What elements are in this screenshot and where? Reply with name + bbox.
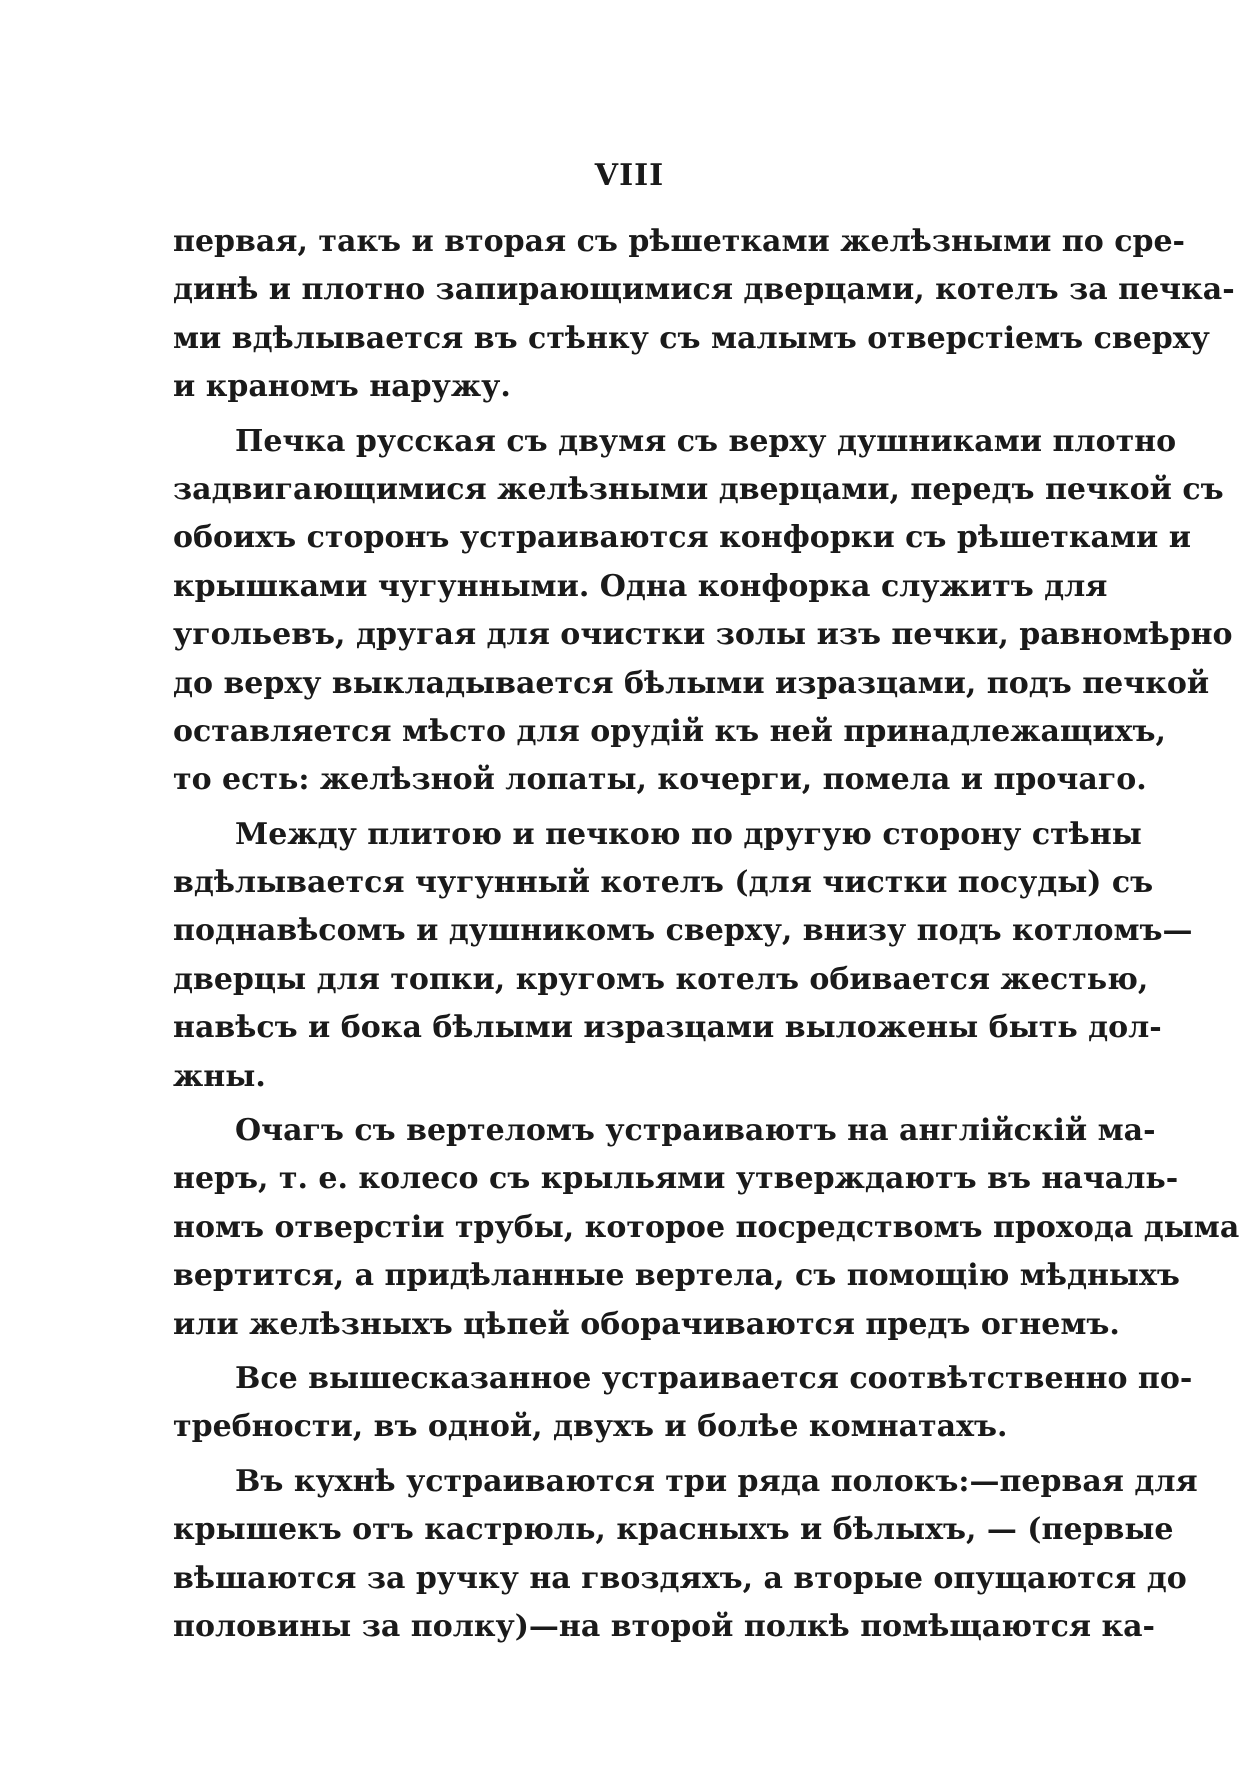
text-line: жны.	[173, 1058, 266, 1094]
text-line: обоихъ сторонъ устраиваются конфорки съ рѣшетками и	[173, 520, 1191, 556]
text-line: то есть: желѣзной лопаты, кочерги, помела и прочаго.	[173, 762, 1147, 798]
text-line: вѣшаются за ручку на гвоздяхъ, а вторые опущаются до	[173, 1560, 1187, 1596]
text-line: и краномъ наружу.	[173, 369, 511, 405]
text-line: или желѣзныхъ цѣпей оборачиваются предъ огнемъ.	[173, 1306, 1120, 1342]
text-line: неръ, т. е. колесо съ крыльями утверждаютъ въ началь-	[173, 1161, 1179, 1197]
text-line: крышками чугунными. Одна конфорка служитъ для	[173, 568, 1108, 604]
text-line: поднавѣсомъ и душникомъ сверху, внизу подъ котломъ—	[173, 913, 1193, 949]
text-line: крышекъ отъ кастрюль, красныхъ и бѣлыхъ, — (первые	[173, 1512, 1174, 1548]
text-line: угольевъ, другая для очистки золы изъ печки, равномѣрно	[173, 617, 1233, 653]
text-line: вдѣлывается чугунный котелъ (для чистки посуды) съ	[173, 865, 1154, 901]
text-line: дверцы для топки, кругомъ котелъ обивается жестью,	[173, 961, 1149, 997]
body-text	[173, 218, 1240, 1651]
text-line: динѣ и плотно запирающимися дверцами, котелъ за печка-	[173, 272, 1235, 308]
text-line: до верху выкладывается бѣлыми изразцами, подъ печкой	[173, 665, 1210, 701]
text-line: Печка русская съ двумя съ верху душниками плотно	[235, 423, 1177, 459]
text-line: ми вдѣлывается въ стѣнку съ малымъ отверстіемъ сверху	[173, 320, 1210, 356]
text-line: навѣсъ и бока бѣлыми изразцами выложены быть дол-	[173, 1010, 1162, 1046]
text-line: Между плитою и печкою по другую сторону стѣны	[235, 816, 1142, 852]
text-line: половины за полку)—на второй полкѣ помѣщаются ка-	[173, 1608, 1156, 1644]
text-line: Очагъ съ вертеломъ устраиваютъ на англійскій ма-	[235, 1113, 1156, 1149]
text-line: оставляется мѣсто для орудій къ ней принадлежащихъ,	[173, 713, 1166, 749]
text-line: номъ отверстіи трубы, которое посредствомъ прохода дыма	[173, 1209, 1240, 1245]
text-line: требности, въ одной, двухъ и болѣе комнатахъ.	[173, 1409, 1008, 1445]
text-line: Въ кухнѣ устраиваются три ряда полокъ:—первая для	[235, 1463, 1198, 1499]
text-line: задвигающимися желѣзными дверцами, передъ печкой съ	[173, 471, 1224, 507]
text-line: вертится, а придѣланные вертела, съ помощію мѣдныхъ	[173, 1258, 1180, 1294]
page-number: VIII	[594, 158, 665, 193]
text-line: первая, такъ и вторая съ рѣшетками желѣзными по сре-	[173, 224, 1185, 259]
text-line: Все вышесказанное устраивается соотвѣтственно по-	[235, 1360, 1193, 1396]
